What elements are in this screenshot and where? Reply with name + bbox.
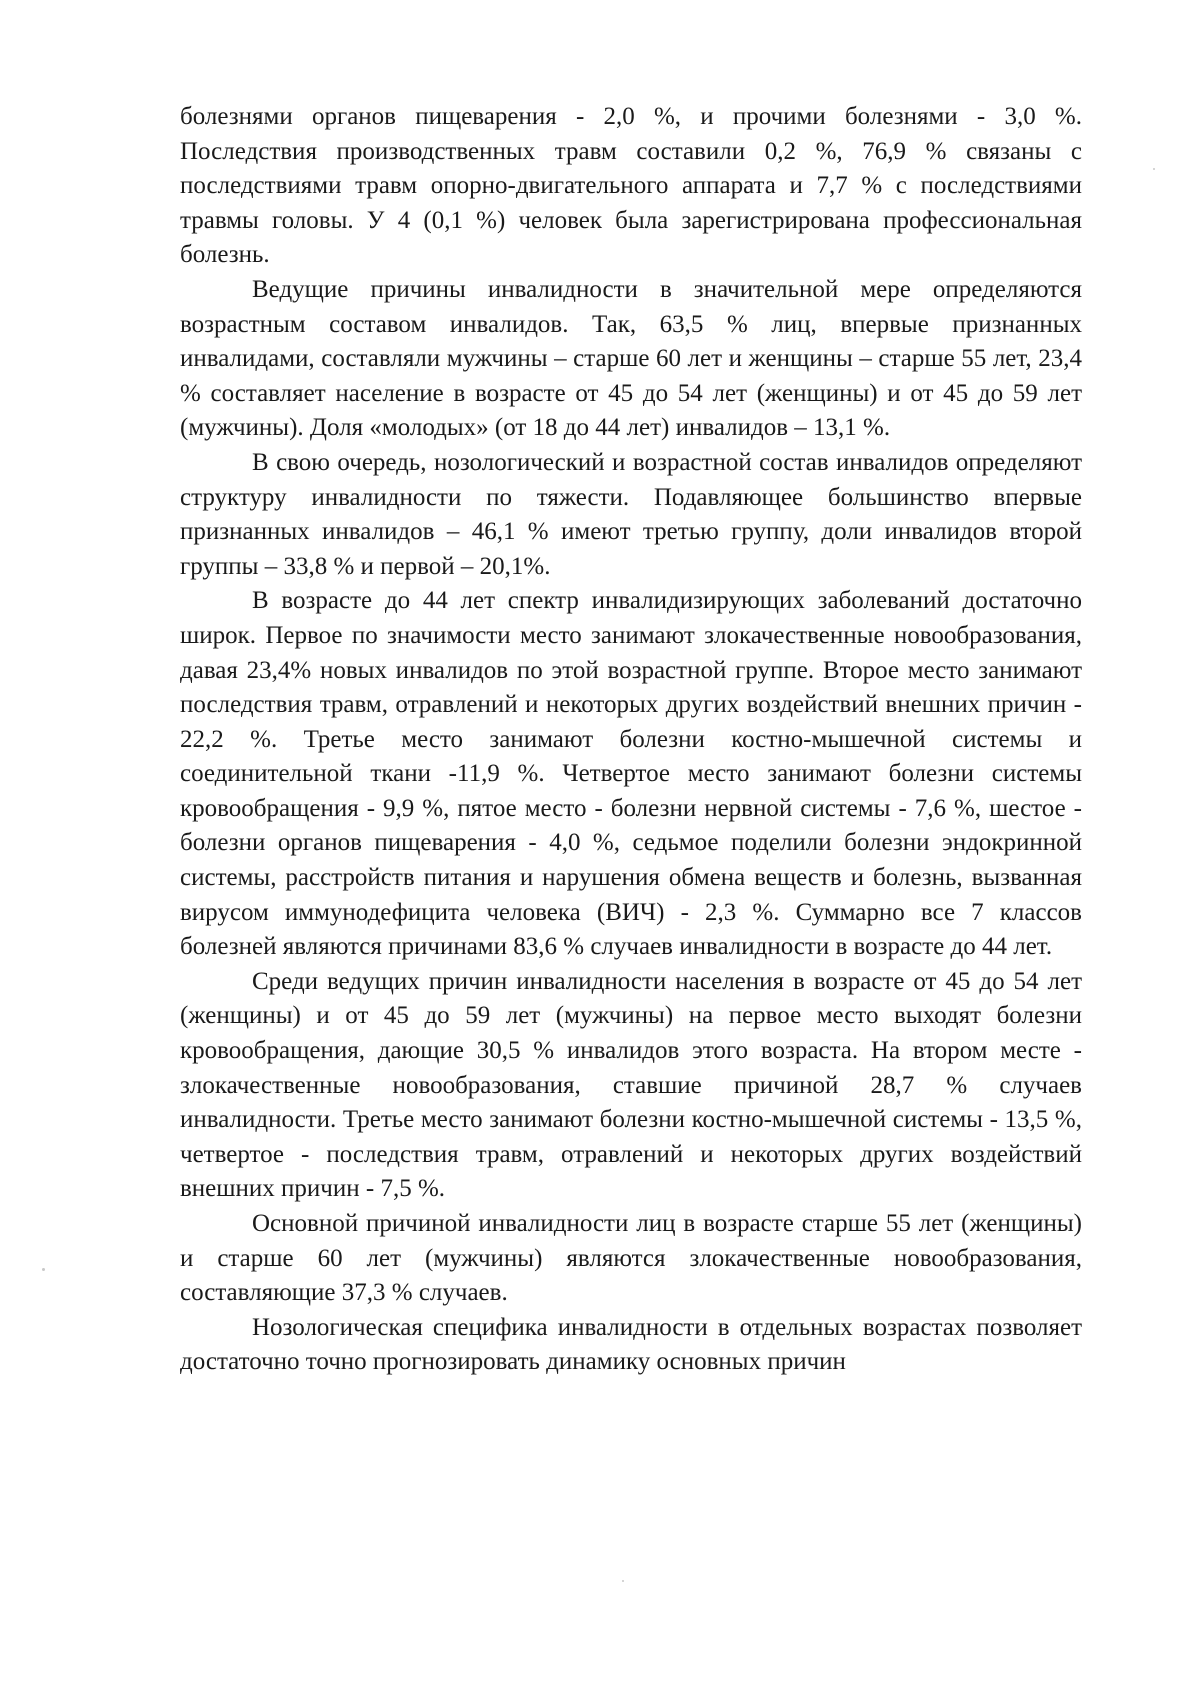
scan-speck — [42, 1268, 45, 1271]
paragraph-45-to-59: Среди ведущих причин инвалидности населения в возрасте от 45 до 54 лет (женщины) и от 45 до 59 лет (мужчины) на первое место выходят болезни кровообращения, дающие 30,5 % инвалидов этого возраста. На втором месте - злокачественные новообразования, ставшие причиной 28,7 % случаев инвалидности. Третье место занимают болезни костно-мышечной системы - 13,5 %, четвертое - последствия травм, отравлений и некоторых других воздействий внешних причин - 7,5 %. — [180, 967, 1082, 1203]
paragraph-severity-structure: В свою очередь, нозологический и возрастной состав инвалидов определяют структуру инвалидности по тяжести. Подавляющее большинство впервые признанных инвалидов – 46,1 % имеют третью группу, доли инвалидов второй группы – 33,8 % и первой – 20,1%. — [180, 448, 1082, 580]
document-page — [180, 100, 1082, 1380]
paragraph-continuation: болезнями органов пищеварения - 2,0 %, и прочими болезнями - 3,0 %. Последствия производственных травм составили 0,2 %, 76,9 % связаны с последствиями травм опорно-двигательного аппарата и 7,7 % с последствиями травмы головы. У 4 (0,1 %) человек была зарегистрирована профессиональная болезнь. — [180, 103, 1082, 269]
paragraph-under-44: В возрасте до 44 лет спектр инвалидизирующих заболеваний достаточно широк. Первое по значимости место занимают злокачественные новообразования, давая 23,4% новых инвалидов по этой возрастной группе. Второе место занимают последствия травм, отравлений и некоторых других воздействий внешних причин - 22,2 %. Третье место занимают болезни костно-мышечной системы и соединительной ткани -11,9 %. Четвертое место занимают болезни системы кровообращения - 9,9 %, пятое место - болезни нервной системы - 7,6 %, шестое - болезни органов пищеварения - 4,0 %, седьмое поделили болезни эндокринной системы, расстройств питания и нарушения обмена веществ и болезнь, вызванная вирусом иммунодефицита человека (ВИЧ) - 2,3 %. Суммарно все 7 классов болезней являются причинами 83,6 % случаев инвалидности в возрасте до 44 лет. — [180, 587, 1082, 961]
scan-speck — [1153, 168, 1155, 170]
paragraph-leading-causes: Ведущие причины инвалидности в значительной мере определяются возрастным составом инвалидов. Так, 63,5 % лиц, впервые признанных инвалидами, составляли мужчины – старше 60 лет и женщины – старше 55 лет, 23,4 % составляет население в возрасте от 45 до 54 лет (женщины) и от 45 до 59 лет (мужчины). Доля «молодых» (от 18 до 44 лет) инвалидов – 13,1 %. — [180, 275, 1082, 442]
paragraph-over-55: Основной причиной инвалидности лиц в возрасте старше 55 лет (женщины) и старше 60 лет (мужчины) являются злокачественные новообразования, составляющие 37,3 % случаев. — [180, 1210, 1082, 1307]
scan-speck — [622, 1580, 624, 1582]
paragraph-nosological-specifics: Нозологическая специфика инвалидности в отдельных возрастах позволяет достаточно точно прогнозировать динамику основных причин — [180, 1313, 1082, 1376]
